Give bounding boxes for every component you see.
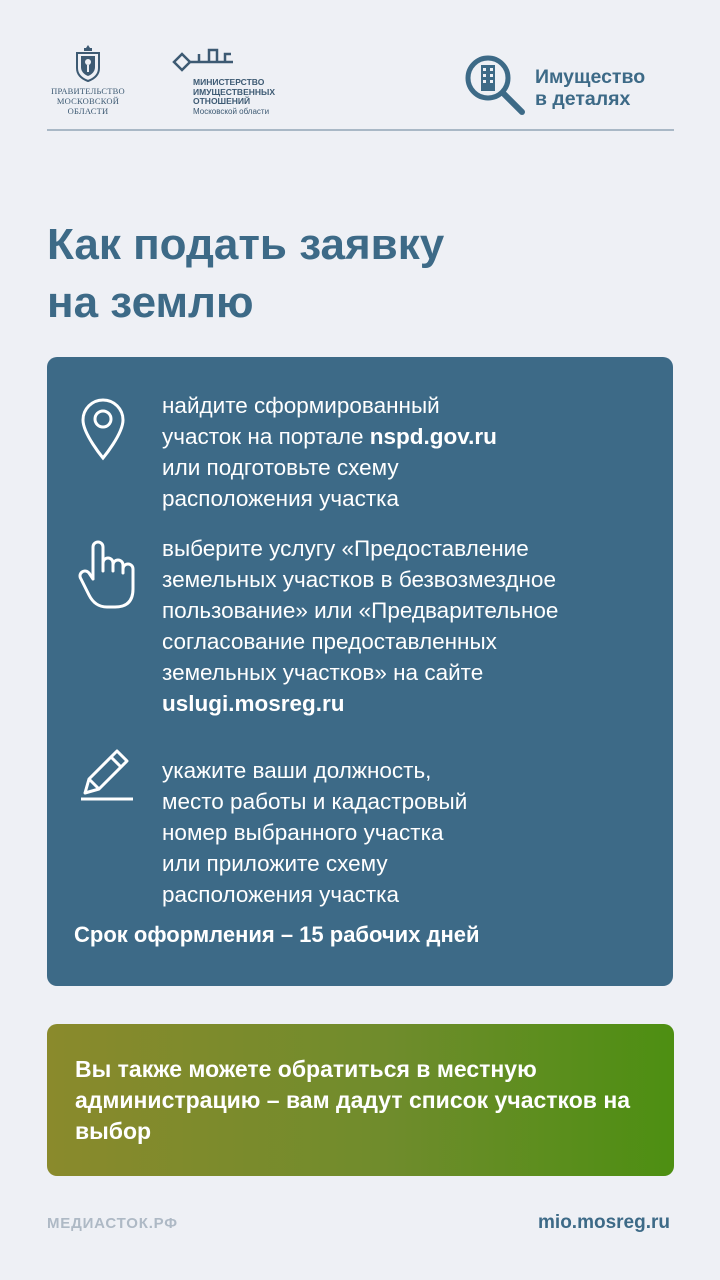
uslugi-link[interactable]: uslugi.mosreg.ru <box>162 691 345 716</box>
ministry-region: Московской области <box>193 106 270 116</box>
title-line-2: на землю <box>47 278 254 327</box>
pointing-hand-icon <box>77 539 137 611</box>
page-title <box>47 216 667 332</box>
nspd-link[interactable]: nspd.gov.ru <box>369 424 497 449</box>
footer-site-link[interactable]: mio.mosreg.ru <box>538 1212 670 1233</box>
title-line-1: Как подать заявку <box>47 220 445 269</box>
footer-source[interactable]: МЕДИАСТОК.РФ <box>47 1215 178 1232</box>
coat-of-arms-icon <box>73 44 103 82</box>
ministry-line-2: ИМУЩЕСТВЕННЫХ <box>193 86 276 97</box>
step-3-text: укажите ваши должность, место работы и кадастровый номер выбранного участка или приложите схему расположения участка <box>162 758 468 907</box>
ministry-line-1: МИНИСТЕРСТВО <box>193 77 265 87</box>
government-logo-text: ПРАВИТЕЛЬСТВО МОСКОВСКОЙ ОБЛАСТИ <box>51 86 125 116</box>
info-note <box>47 1024 674 1176</box>
step-2-text: выберите услугу «Предоставление земельных участков в безвозмездное пользование» или «Предварительное согласование предоставленных земельных участков» на сайте uslugi.mosreg.ru <box>162 536 559 716</box>
ministry-name <box>193 78 275 116</box>
header <box>47 40 674 130</box>
step-1-text: найдите сформированный участок на портале nspd.gov.ru или подготовьте схему расположения участка <box>162 393 497 511</box>
government-logo <box>47 44 129 116</box>
magnifier-building-icon <box>462 52 528 118</box>
project-logo <box>462 52 677 122</box>
ministry-logo <box>169 44 329 116</box>
header-divider <box>47 129 674 131</box>
key-icon <box>169 44 239 78</box>
project-title-line-2: в деталях <box>535 88 631 110</box>
map-pin-icon <box>79 396 127 462</box>
steps-card <box>47 357 673 986</box>
info-note-text: Вы также можете обратиться в местную администрацию – вам дадут список участков на выбор <box>75 1056 631 1144</box>
ministry-line-3: ОТНОШЕНИЙ <box>193 96 251 106</box>
pencil-icon <box>77 743 137 803</box>
deadline-text: Срок оформления – 15 рабочих дней <box>74 922 480 947</box>
project-title <box>535 66 645 110</box>
project-title-line-1: Имущество <box>535 66 646 88</box>
